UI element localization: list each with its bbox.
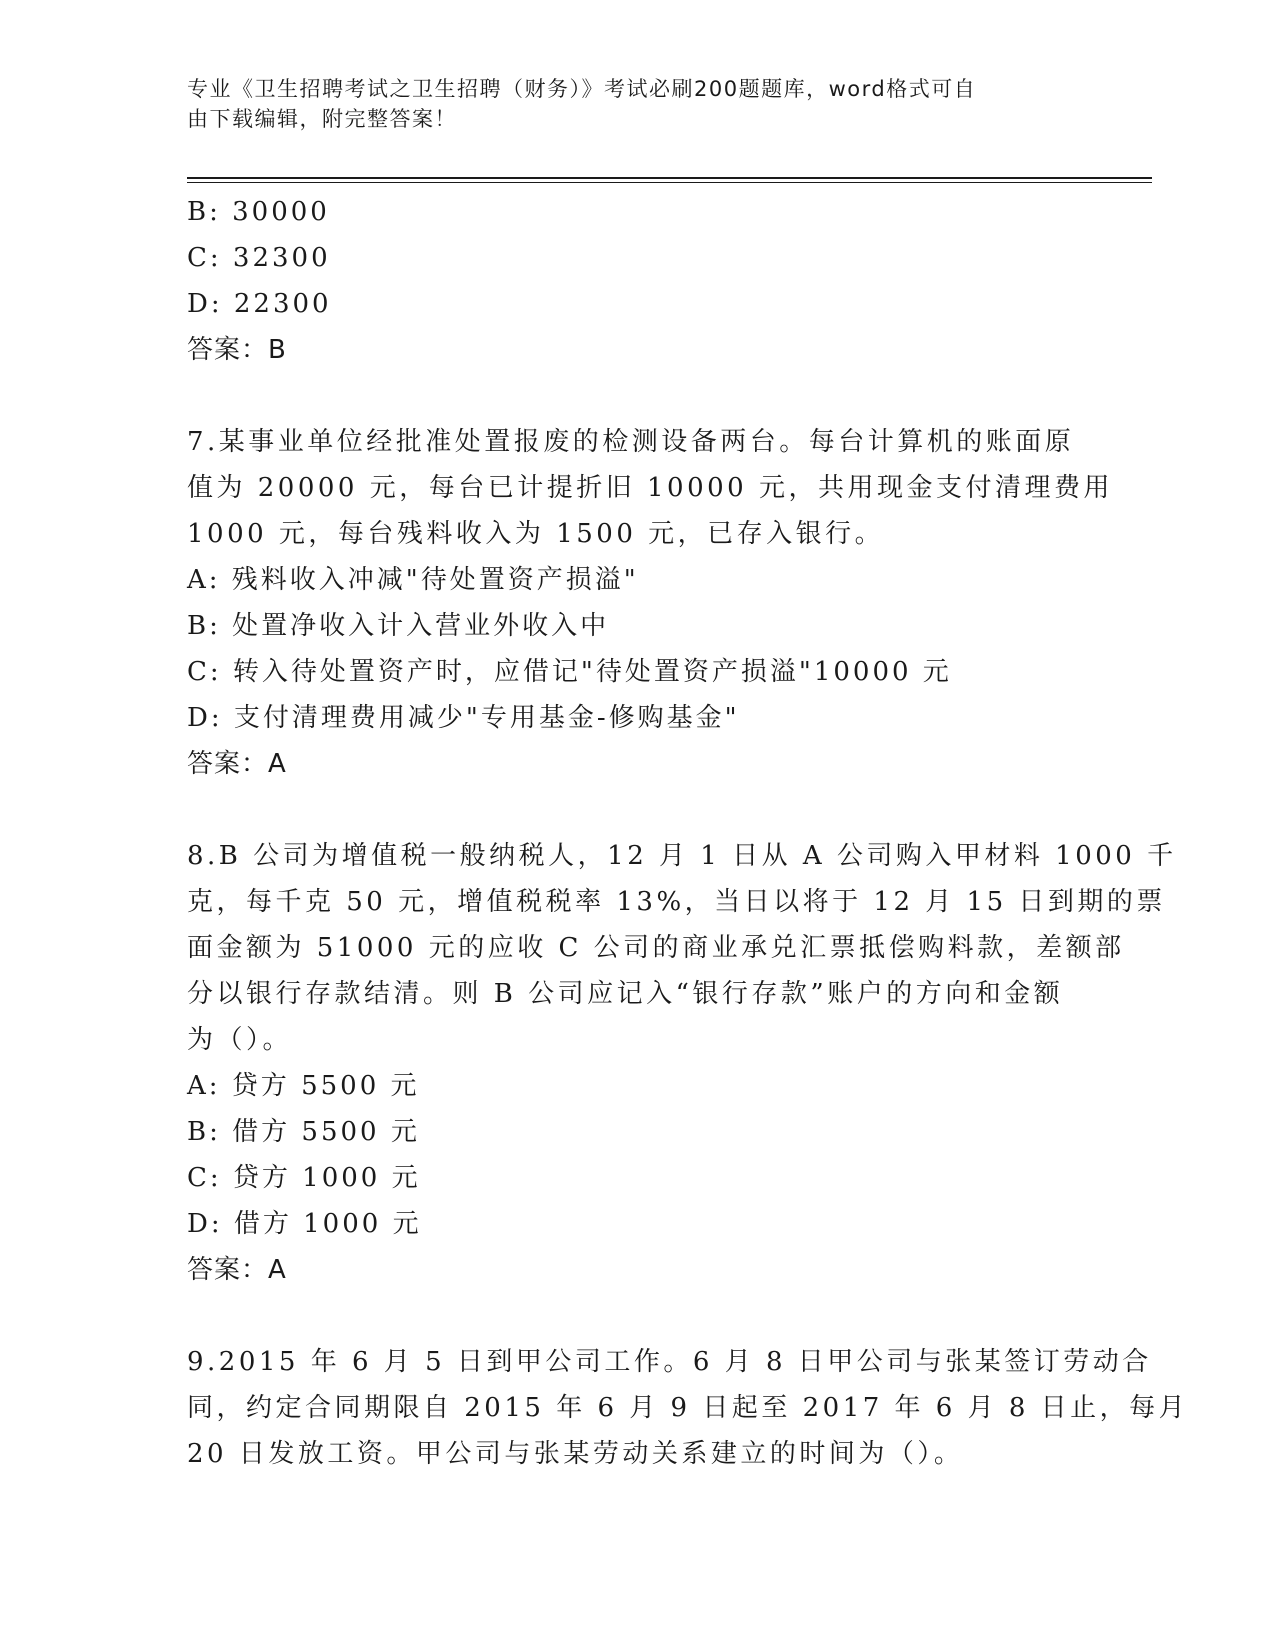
spacer [187,373,1087,419]
document-body [187,189,1189,1477]
option-c: C: 转入待处置资产时，应借记"待处置资产损溢"10000 元 [187,657,952,687]
question-stem [187,833,1177,1063]
stem-line: 为（）。 [187,1025,293,1055]
option-b: B: 30000 [187,197,330,227]
stem-line: 8.B 公司为增值税一般纳税人，12 月 1 日从 A 公司购入甲材料 1000 千 [187,841,1177,871]
option-d: D: 借方 1000 元 [187,1209,422,1239]
stem-line: 7.某事业单位经批准处置报废的检测设备两台。每台计算机的账面原 [187,427,1075,457]
option-c: C: 贷方 1000 元 [187,1163,421,1193]
stem-line: 分以银行存款结清。则 B 公司应记入“银行存款”账户的方向和金额 [187,979,1064,1009]
spacer [187,1293,1087,1339]
question-stem [187,419,1113,557]
option-a: A: 残料收入冲减"待处置资产损溢" [187,565,639,595]
stem-line: 克，每千克 50 元，增值税税率 13%，当日以将于 12 月 15 日到期的票 [187,887,1166,917]
answer: 答案：A [187,749,287,779]
header-divider-thin [187,182,1152,183]
option-b: B: 借方 5500 元 [187,1117,420,1147]
question-6-tail [187,189,1087,373]
stem-line: 面金额为 51000 元的应收 C 公司的商业承兑汇票抵偿购料款，差额部 [187,933,1125,963]
header-title-line-1: 专业《卫生招聘考试之卫生招聘（财务）》考试必刷200题题库，word格式可自 [187,77,977,101]
option-a: A: 贷方 5500 元 [187,1071,420,1101]
question-7 [187,419,1113,787]
option-c: C: 32300 [187,243,331,273]
option-d: D: 22300 [187,289,332,319]
option-b: B: 处置净收入计入营业外收入中 [187,611,610,641]
question-8 [187,833,1177,1293]
stem-line: 1000 元，每台残料收入为 1500 元，已存入银行。 [187,519,885,549]
stem-line: 同，约定合同期限自 2015 年 6 月 9 日起至 2017 年 6 月 8 日止，每月 [187,1393,1189,1423]
answer: 答案：B [187,335,287,365]
page-header [187,74,1067,134]
spacer [187,787,1087,833]
stem-line: 20 日发放工资。甲公司与张某劳动关系建立的时间为（）。 [187,1439,964,1469]
stem-line: 值为 20000 元，每台已计提折旧 10000 元，共用现金支付清理费用 [187,473,1113,503]
question-9 [187,1339,1189,1477]
header-title-line-2: 由下载编辑，附完整答案！ [187,107,457,131]
question-stem [187,1339,1189,1477]
stem-line: 9.2015 年 6 月 5 日到甲公司工作。6 月 8 日甲公司与张某签订劳动合 [187,1347,1152,1377]
answer: 答案：A [187,1255,287,1285]
option-d: D: 支付清理费用减少"专用基金-修购基金" [187,703,740,733]
header-divider [187,177,1152,179]
